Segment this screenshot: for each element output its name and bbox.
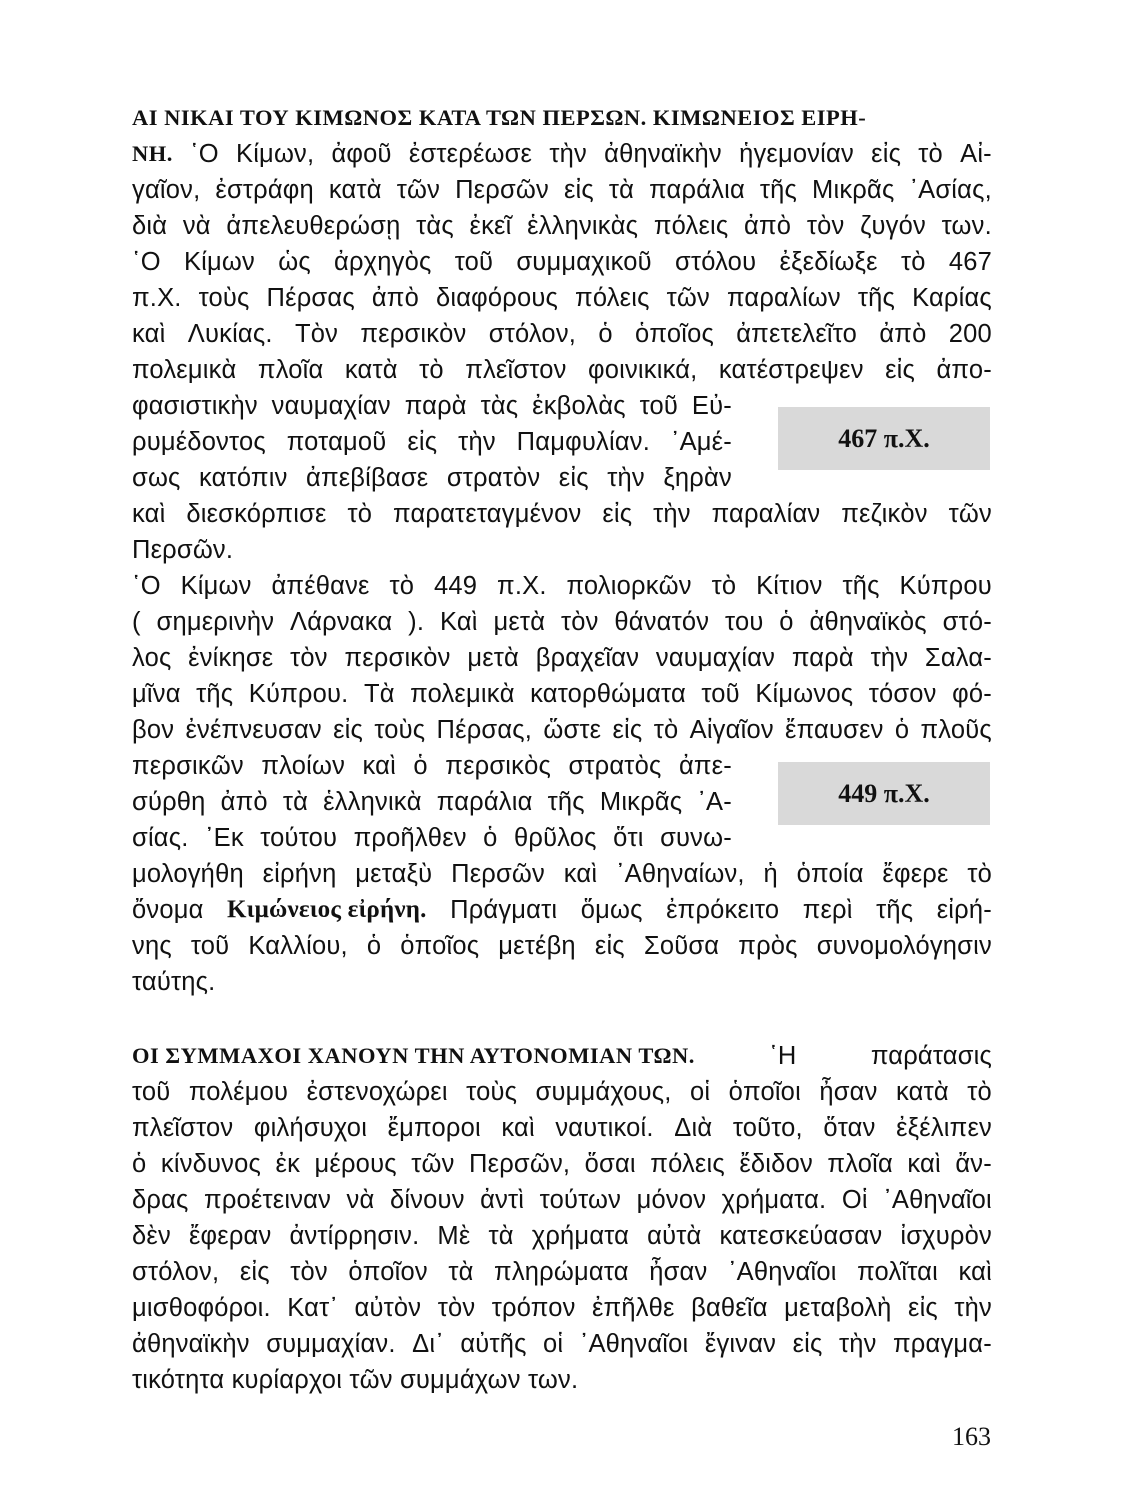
- text-line: στόλον, εἰς τὸν ὁποῖον τὰ πληρώματα ἦσαν ᾿Αθηναῖοι πολῖται καὶ: [132, 1258, 992, 1286]
- text-line: βον ἐνέπνευσαν εἰς τοὺς Πέρσας, ὥστε εἰς τὸ Αἰγαῖον ἔπαυσεν ὁ πλοῦς: [132, 716, 992, 744]
- date-box-449: [778, 762, 990, 825]
- text-line: σύρθη ἀπὸ τὰ ἑλληνικὰ παράλια τῆς Μικρᾶς ᾿Α-: [132, 788, 732, 816]
- text-line: ΝΗ. ῾Ο Κίμων, ἀφοῦ ἐστερέωσε τὴν ἀθηναϊκὴν ἡγεμονίαν εἰς τὸ Αἰ-: [132, 136, 992, 172]
- text-line: ὁ κίνδυνος ἐκ μέρους τῶν Περσῶν, ὅσαι πόλεις ἔδιδον πλοῖα καὶ ἄν-: [132, 1150, 992, 1178]
- text-line: δὲν ἔφεραν ἀντίρρησιν. Μὲ τὰ χρήματα αὐτὰ κατεσκεύασαν ἰσχυρὸν: [132, 1222, 992, 1250]
- date-label: 467 π.Χ.: [838, 423, 930, 453]
- text-line: πλεῖστον φιλήσυχοι ἔμποροι καὶ ναυτικοί. Διὰ τοῦτο, ὅταν ἐξέλιπεν: [132, 1114, 992, 1142]
- text-line: καὶ διεσκόρπισε τὸ παρατεταγμένον εἰς τὴν παραλίαν πεζικὸν τῶν: [132, 500, 992, 528]
- text-line: π.Χ. τοὺς Πέρσας ἀπὸ διαφόρους πόλεις τῶν παραλίων τῆς Καρίας: [132, 284, 992, 312]
- text-line: μολογήθη εἰρήνη μεταξὺ Περσῶν καὶ ᾿Αθηναίων, ἡ ὁποία ἔφερε τὸ: [132, 860, 992, 888]
- text-line: σίας. ᾿Εκ τούτου προῆλθεν ὁ θρῦλος ὅτι συνω-: [132, 824, 732, 852]
- text-line: [132, 532, 992, 568]
- text-line: καὶ Λυκίας. Τὸν περσικὸν στόλον, ὁ ὁποῖος ἀπετελεῖτο ἀπὸ 200: [132, 320, 992, 348]
- text-line: νης τοῦ Καλλίου, ὁ ὁποῖος μετέβη εἰς Σοῦσα πρὸς συνομολόγησιν: [132, 932, 992, 960]
- text-line: ρυμέδοντος ποταμοῦ εἰς τὴν Παμφυλίαν. ᾿Αμέ-: [132, 428, 732, 456]
- text-line: διὰ νὰ ἀπελευθερώσῃ τὰς ἐκεῖ ἑλληνικὰς πόλεις ἀπὸ τὸν ζυγόν των.: [132, 212, 992, 240]
- text-line: γαῖον, ἐστράφη κατὰ τῶν Περσῶν εἰς τὰ παράλια τῆς Μικρᾶς ᾿Ασίας,: [132, 176, 992, 204]
- text-line: [132, 100, 992, 136]
- text-line: ( σημερινὴν Λάρνακα ). Καὶ μετὰ τὸν θάνατόν του ὁ ἀθηναϊκὸς στό-: [132, 608, 992, 636]
- section-heading: ΑΙ ΝΙΚΑΙ ΤΟΥ ΚΙΜΩΝΟΣ ΚΑΤΑ ΤΩΝ ΠΕΡΣΩΝ. ΚΙΜΩΝΕΙΟΣ ΕΙΡΗ-: [132, 105, 867, 130]
- text-line: φασιστικὴν ναυμαχίαν παρὰ τὰς ἐκβολὰς τοῦ Εὐ-: [132, 392, 732, 420]
- line-text: ταύτης.: [132, 968, 216, 996]
- text-line: μῖνα τῆς Κύπρου. Τὰ πολεμικὰ κατορθώματα τοῦ Κίμωνος τόσον φό-: [132, 680, 992, 708]
- line-text: Περσῶν.: [132, 536, 234, 564]
- text-line: ὄνομα Κιμώνειος εἰρήνη. Πράγματι ὅμως ἐπρόκειτο περὶ τῆς εἰρή-: [132, 892, 992, 928]
- line-text: τικότητα κυρίαρχοι τῶν συμμάχων των.: [132, 1366, 579, 1394]
- text-line: ἀθηναϊκὴν συμμαχίαν. Δι᾿ αὐτῆς οἱ ᾿Αθηναῖοι ἔγιναν εἰς τὴν πραγμα-: [132, 1330, 992, 1358]
- date-box-467: [778, 407, 990, 470]
- section-heading: ΟΙ ΣΥΜΜΑΧΟΙ ΧΑΝΟΥΝ ΤΗΝ ΑΥΤΟΝΟΜΙΑΝ ΤΩΝ.: [132, 1043, 695, 1068]
- text-line: ῾Ο Κίμων ὡς ἀρχηγὸς τοῦ συμμαχικοῦ στόλου ἐξεδίωξε τὸ 467: [132, 248, 992, 276]
- text-line: δρας προέτειναν νὰ δίνουν ἀντὶ τούτων μόνον χρήματα. Οἱ ᾿Αθηναῖοι: [132, 1186, 992, 1214]
- text-line: ῾Ο Κίμων ἀπέθανε τὸ 449 π.Χ. πολιορκῶν τὸ Κίτιον τῆς Κύπρου: [132, 572, 992, 600]
- text-line: τοῦ πολέμου ἐστενοχώρει τοὺς συμμάχους, οἱ ὁποῖοι ἦσαν κατὰ τὸ: [132, 1078, 992, 1106]
- date-label: 449 π.Χ.: [838, 778, 930, 808]
- text-line: περσικῶν πλοίων καὶ ὁ περσικὸς στρατὸς ἀπε-: [132, 752, 732, 780]
- text-line: [132, 964, 992, 1000]
- text-line: σως κατόπιν ἀπεβίβασε στρατὸν εἰς τὴν ξηρὰν: [132, 464, 732, 492]
- emphasized-term: Κιμώνειος εἰρήνη.: [227, 896, 427, 923]
- text-line: πολεμικὰ πλοῖα κατὰ τὸ πλεῖστον φοινικικά, κατέστρεψεν εἰς ἀπο-: [132, 356, 992, 384]
- page-number: 163: [952, 1422, 991, 1451]
- text-line: λος ἐνίκησε τὸν περσικὸν μετὰ βραχεῖαν ναυμαχίαν παρὰ τὴν Σαλα-: [132, 644, 992, 672]
- text-line: [132, 1362, 992, 1398]
- text-line: ΟΙ ΣΥΜΜΑΧΟΙ ΧΑΝΟΥΝ ΤΗΝ ΑΥΤΟΝΟΜΙΑΝ ΤΩΝ. ῾Η παράτασις: [132, 1038, 992, 1074]
- text-line: μισθοφόροι. Κατ᾿ αὐτὸν τὸν τρόπον ἐπῆλθε βαθεῖα μεταβολὴ εἰς τὴν: [132, 1294, 992, 1322]
- section-heading: ΝΗ.: [132, 141, 173, 166]
